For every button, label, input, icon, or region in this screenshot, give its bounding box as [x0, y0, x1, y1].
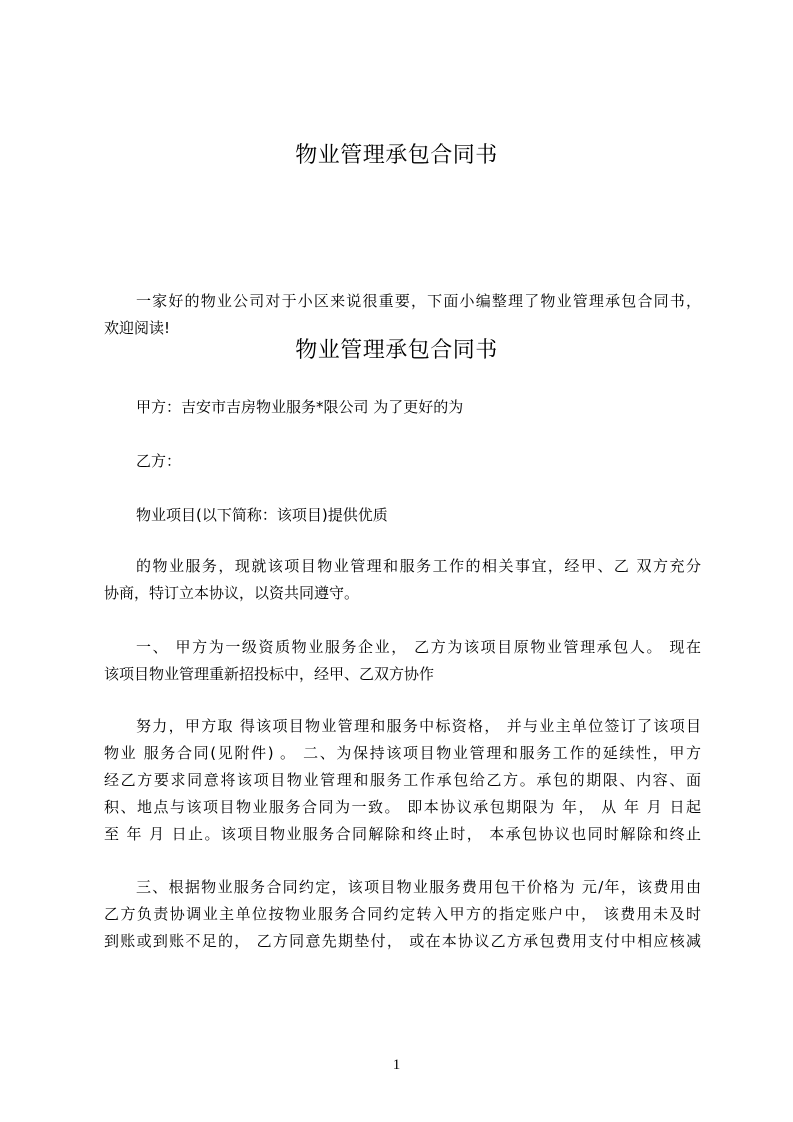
clause-three-line: 乙方负责协调业主单位按物业服务合同约定转入甲方的指定账户中， 该费用未及时: [104, 905, 701, 923]
clause-one-paragraph: [104, 634, 701, 688]
page-number: 1: [392, 1057, 401, 1073]
party-a-paragraph: [104, 394, 701, 421]
page-title: 物业管理承包合同书: [295, 143, 498, 168]
service-paragraph: [104, 553, 701, 607]
clause-two-line: 努力，甲方取 得该项目物业管理和服务中标资格， 并与业主单位签订了该项目: [136, 717, 701, 735]
clause-two-line: 物业 服务合同(见附件) 。 二、为保持该项目物业管理和服务工作的延续性，甲方: [104, 744, 701, 762]
clause-two-line: 经乙方要求同意将该项目物业管理和服务工作承包给乙方。承包的期限、内容、面: [104, 771, 701, 789]
service-line: 的物业服务，现就该项目物业管理和服务工作的相关事宜，经甲、乙 双方充分: [136, 557, 701, 575]
clause-three-paragraph: [104, 874, 701, 955]
party-a-line: 甲方：吉安市吉房物业服务*限公司 为了更好的为: [136, 398, 464, 416]
clause-three-line: 到账或到账不足的， 乙方同意先期垫付， 或在本协议乙方承包费用支付中相应核减: [104, 932, 701, 950]
clause-two-line: 至 年 月 日止。该项目物业服务合同解除和终止时， 本承包协议也同时解除和终止: [104, 825, 701, 843]
clause-one-line: 该项目物业管理重新招投标中，经甲、乙双方协作: [104, 665, 435, 683]
project-paragraph: [104, 502, 701, 529]
party-b-line: 乙方：: [136, 452, 182, 470]
party-b-paragraph: [104, 448, 701, 475]
clause-one-line: 一、 甲方为一级资质物业服务企业， 乙方为该项目原物业管理承包人。 现在: [136, 638, 701, 656]
clause-three-line: 三、根据物业服务合同约定，该项目物业服务费用包干价格为 元/年，该费用由: [136, 878, 701, 896]
service-line: 协商，特订立本协议，以资共同遵守。: [104, 584, 360, 602]
contract-title: 物业管理承包合同书: [295, 338, 498, 363]
intro-line: 一家好的物业公司对于小区来说很重要，下面小编整理了物业管理承包合同书，: [136, 292, 701, 310]
clause-two-line: 积、地点与该项目物业服务合同为一致。 即本协议承包期限为 年， 从 年 月 日起: [104, 798, 701, 816]
clause-two-paragraph: [104, 713, 701, 848]
intro-line: 欢迎阅读!: [104, 319, 171, 337]
project-line: 物业项目(以下简称：该项目)提供优质: [136, 506, 388, 524]
intro-paragraph: [104, 288, 701, 342]
